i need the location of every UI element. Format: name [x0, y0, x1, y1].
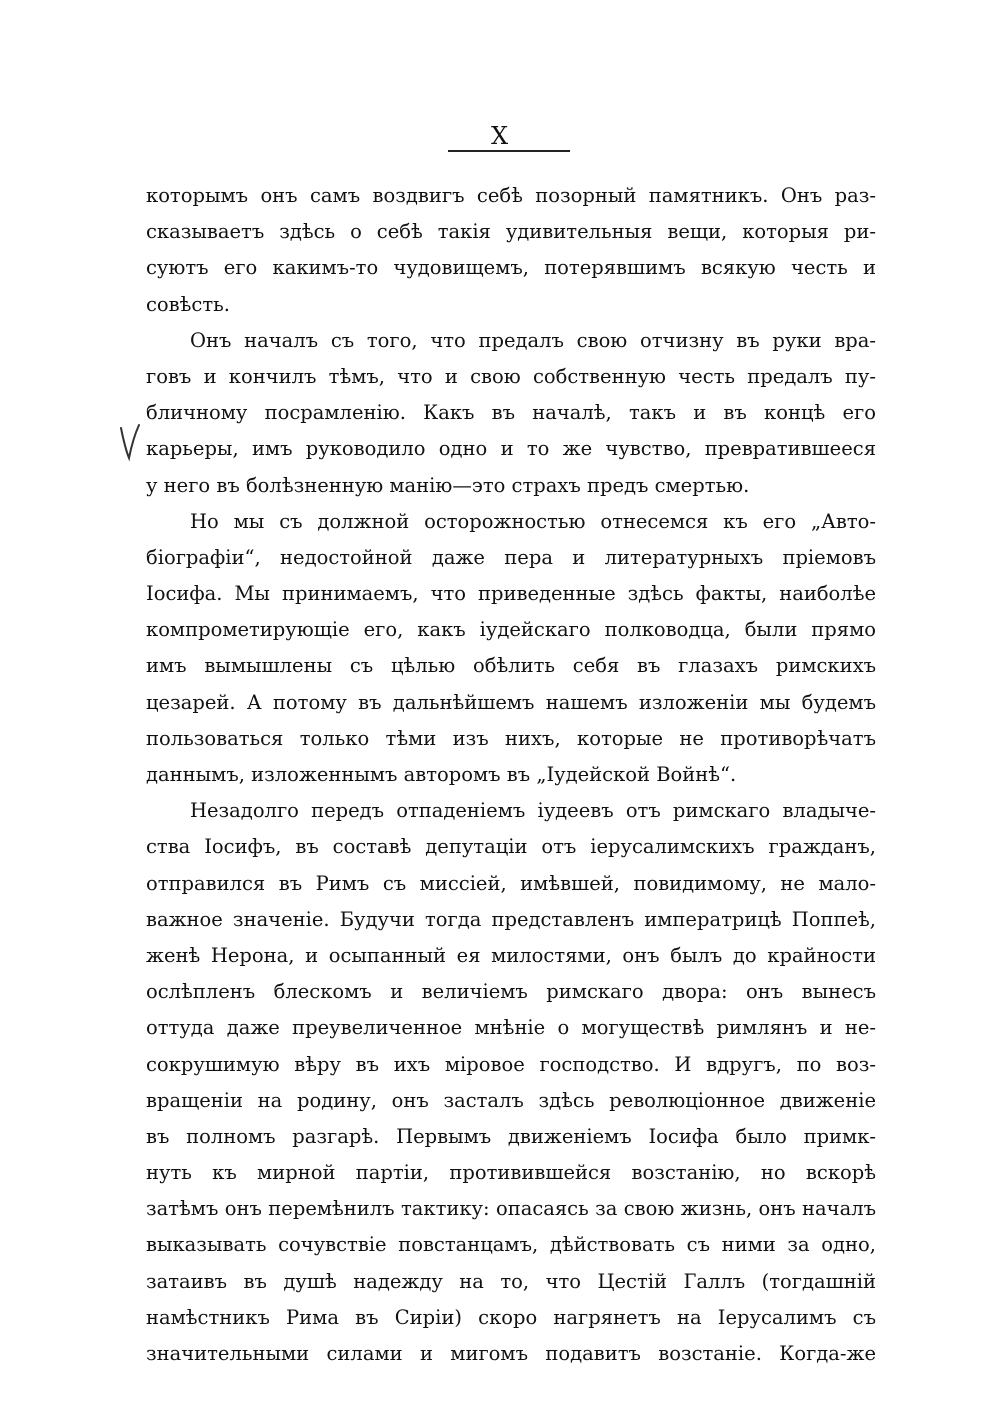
text-line: Онъ началъ съ того, что предалъ свою отчизну въ руки вра- — [190, 328, 876, 352]
text-line: біографіи“, недостойной даже пера и литературныхъ пріемовъ — [146, 545, 876, 569]
text-line: ства Іосифъ, въ составѣ депутаціи отъ іерусалимскихъ гражданъ, — [146, 835, 876, 859]
text-line: совѣсть. — [146, 292, 230, 316]
text-line: говъ и кончилъ тѣмъ, что и свою собственную честь предалъ пу- — [146, 364, 876, 388]
margin-check-mark — [117, 422, 141, 462]
header-rule — [448, 150, 570, 152]
text-line: вращеніи на родину, онъ засталъ здѣсь революціонное движеніе — [146, 1088, 876, 1112]
text-line: которымъ онъ самъ воздвигъ себѣ позорный памятникъ. Онъ раз- — [146, 184, 876, 207]
text-line: ослѣпленъ блескомъ и величіемъ римскаго двора: онъ вынесъ — [146, 980, 876, 1004]
text-line: затаивъ въ душѣ надежду на то, что Цестій Галлъ (тогдашній — [146, 1269, 876, 1293]
text-line: оттуда даже преувеличенное мнѣніе о могуществѣ римлянъ и не- — [146, 1016, 876, 1040]
text-line: Іосифа. Мы принимаемъ, что приведенные здѣсь факты, наиболѣе — [146, 582, 876, 606]
body-text — [146, 178, 876, 1372]
text-line: значительными силами и мигомъ подавитъ возстаніе. Когда-же — [146, 1342, 876, 1365]
text-line: нуть къ мирной партіи, противившейся возстанію, но вскорѣ — [146, 1161, 876, 1185]
page-number: X — [490, 122, 510, 150]
text-line: отправился въ Римъ съ миссіей, имѣвшей, повидимому, не мало- — [146, 871, 876, 895]
text-line: женѣ Нерона, и осыпанный ея милостями, онъ былъ до крайности — [146, 943, 876, 967]
text-line: даннымъ, изложеннымъ авторомъ въ „Іудейской Войнѣ“. — [146, 763, 737, 786]
text-line: сокрушимую вѣру въ ихъ міровое господство. И вдругъ, по воз- — [146, 1052, 876, 1076]
text-line: компрометирующіе его, какъ іудейскаго полководца, были прямо — [146, 618, 876, 642]
text-line: Незадолго передъ отпаденіемъ іудеевъ отъ римскаго владыче- — [190, 799, 876, 823]
text-line: затѣмъ онъ перемѣнилъ тактику: опасаясь за свою жизнь, онъ началъ — [146, 1197, 876, 1221]
text-line: суютъ его какимъ-то чудовищемъ, потерявшимъ всякую честь и — [146, 256, 876, 280]
text-line: намѣстникъ Рима въ Сиріи) скоро нагрянетъ на Іерусалимъ съ — [146, 1305, 876, 1329]
text-line: въ полномъ разгарѣ. Первымъ движеніемъ Іосифа было примк- — [146, 1124, 876, 1148]
text-line: сказываетъ здѣсь о себѣ такія удивительныя вещи, которыя ри- — [146, 220, 876, 244]
text-line: пользоваться только тѣми изъ нихъ, которые не противорѣчатъ — [146, 726, 876, 750]
text-line: важное значеніе. Будучи тогда представленъ императрицѣ Поппеѣ, — [146, 907, 876, 931]
text-line: у него въ болѣзненную манію—это страхъ предъ смертью. — [146, 473, 750, 497]
text-line: Но мы съ должной осторожностью отнесемся къ его „Авто- — [190, 509, 876, 533]
text-line: выказывать сочувствіе повстанцамъ, дѣйствовать съ ними за одно, — [146, 1233, 876, 1257]
text-line: имъ вымышлены съ цѣлью обѣлить себя въ глазахъ римскихъ — [146, 654, 876, 678]
text-line: цезарей. А потому въ дальнѣйшемъ нашемъ изложеніи мы будемъ — [146, 690, 876, 714]
text-line: бличному посрамленію. Какъ въ началѣ, такъ и въ концѣ его — [146, 401, 876, 425]
text-line: карьеры, имъ руководило одно и то же чувство, превратившееся — [146, 437, 876, 461]
